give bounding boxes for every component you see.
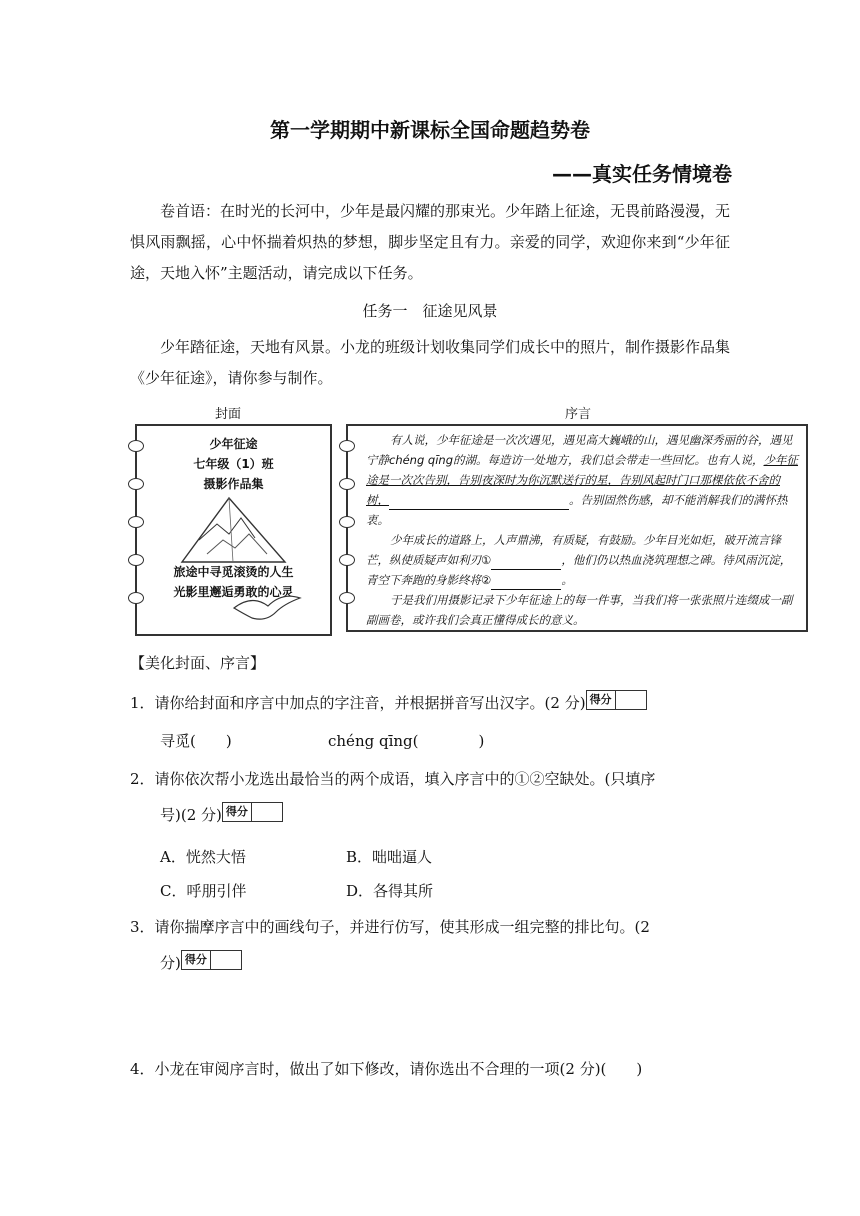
score-box[interactable]: 得分: [222, 802, 283, 822]
ring-icon: [128, 478, 144, 490]
ring-icon: [128, 554, 144, 566]
cover-slogan-1: 旅途中寻觅滚烫的人生: [173, 565, 294, 579]
page-title: 第一学期期中新课标全国命题趋势卷: [270, 118, 590, 142]
preface-paragraph-3: 于是我们用摄影记录下少年征途上的每一件事，当我们将一张张照片连缀成一副副画卷，或许我们会真正懂得成长的意义。: [366, 593, 793, 627]
blank-1: [491, 555, 561, 570]
q2-option-b[interactable]: B．咄咄逼人: [346, 848, 433, 866]
cover-title-line3: 摄影作品集: [203, 477, 264, 491]
question-1: 1．请你给封面和序言中加点的字注音，并根据拼音写出汉字。(2 分) 得分: [130, 688, 730, 718]
preface-label: 序言: [565, 407, 592, 422]
cover-title-line2: 七年级（1）班: [193, 457, 274, 471]
imitation-blank: [389, 495, 569, 510]
q2-option-a[interactable]: A．恍然大悟: [160, 848, 246, 866]
cover-label: 封面: [215, 407, 242, 422]
question-3-line2: 分) 得分: [160, 948, 460, 978]
mountain-illustration: [137, 494, 330, 564]
score-box[interactable]: 得分: [586, 690, 647, 710]
task1-description: 少年踏征途，天地有风景。小龙的班级计划收集同学们成长中的照片，制作摄影作品集《少年征途》，请你参与制作。: [130, 338, 731, 387]
q1-item-b[interactable]: chéng qīng( ): [328, 732, 485, 750]
q2-option-c[interactable]: C．呼朋引伴: [160, 882, 247, 900]
score-box[interactable]: 得分: [181, 950, 242, 970]
ring-icon: [128, 592, 144, 604]
blank-2: [491, 575, 561, 590]
q2-option-d[interactable]: D．各得其所: [346, 882, 434, 900]
ring-icon: [128, 516, 144, 528]
ring-icon: [339, 440, 355, 452]
ring-icon: [339, 592, 355, 604]
cover-title-line1: 少年征途: [209, 437, 258, 451]
ring-icon: [339, 478, 355, 490]
preface-card: [346, 424, 808, 632]
cover-slogan-2: 光影里邂逅勇敢的心灵: [173, 585, 294, 599]
question-2-line1: 2．请你依次帮小龙选出最恰当的两个成语，填入序言中的①②空缺处。(只填序: [130, 770, 656, 788]
ring-icon: [339, 516, 355, 528]
preface-paragraph-1: 有人说，少年征途是一次次遇见，遇见高大巍峨的山，遇见幽深秀丽的谷，遇见宁静chéng qīng的湖。每造访一处地方，我们总会带走一些回忆。也有人说，少年征途是一次次告别，告别夜深时为你沉默送行的星，告别风起时门口那棵依依不舍的树， 。告别固然伤感，却不能消解我们的满怀热衷。: [366, 433, 799, 527]
intro-paragraph: 卷首语：在时光的长河中，少年是最闪耀的那束光。少年踏上征途，无畏前路漫漫，无惧风雨飘摇，心中怀揣着炽热的梦想，脚步坚定且有力。亲爱的同学，欢迎你来到“少年征途，天地入怀”主题活动，请完成以下任务。: [130, 202, 731, 282]
q1-item-a[interactable]: 寻觅( ): [160, 732, 232, 750]
question-3-line1: 3．请你揣摩序言中的画线句子，并进行仿写，使其形成一组完整的排比句。(2: [130, 918, 650, 936]
ring-icon: [339, 554, 355, 566]
section-heading: 【美化封面、序言】: [130, 654, 266, 672]
ring-icon: [128, 440, 144, 452]
page-subtitle: ——真实任务情境卷: [552, 162, 732, 186]
preface-paragraph-2: 少年成长的道路上，人声鼎沸，有质疑，有鼓励。少年目光如炬，破开流言锋芒，纵使质疑声如利刃① ，他们仍以热血浇筑理想之碑。待风雨沉淀，青空下奔跑的身影终将② 。: [366, 530, 800, 590]
bird-icon: [232, 590, 302, 626]
question-2-line2: 号)(2 分) 得分: [160, 800, 460, 830]
underlined-sentence: 少年征途是一次次告别，告别夜深时为你沉默送行的星，告别风起时门口那棵依依不舍的树，: [366, 453, 799, 507]
task1-title: 任务一 征途见风景: [362, 302, 498, 320]
question-4: 4．小龙在审阅序言时，做出了如下修改，请你选出不合理的一项(2 分)( ): [130, 1060, 643, 1078]
